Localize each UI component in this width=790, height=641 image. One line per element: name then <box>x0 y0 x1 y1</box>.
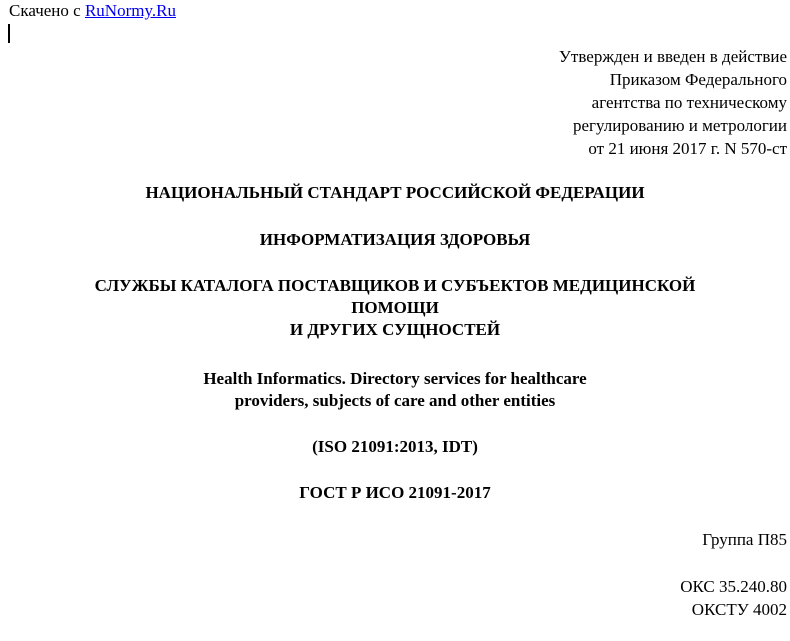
standard-heading: НАЦИОНАЛЬНЫЙ СТАНДАРТ РОССИЙСКОЙ ФЕДЕРАЦИИ <box>145 183 645 202</box>
group-code: Группа П85 <box>702 530 787 549</box>
title-line: СЛУЖБЫ КАТАЛОГА ПОСТАВЩИКОВ И СУБЪЕКТОВ МЕДИЦИНСКОЙ <box>94 276 696 295</box>
text-cursor <box>8 24 10 43</box>
english-title <box>0 368 790 412</box>
iso-reference: (ISO 21091:2013, IDT) <box>312 437 478 456</box>
approval-line: Приказом Федерального <box>609 70 787 89</box>
standard-title <box>0 275 790 341</box>
approval-line: регулированию и метрологии <box>572 116 787 135</box>
approval-line: агентства по техническому <box>591 93 787 112</box>
approval-line: от 21 июня 2017 г. N 570-ст <box>588 139 787 158</box>
english-title-line: Health Informatics. Directory services for healthcare <box>203 369 587 388</box>
okstu-code: ОКСТУ 4002 <box>691 600 787 619</box>
standard-subject: ИНФОРМАТИЗАЦИЯ ЗДОРОВЬЯ <box>259 230 531 249</box>
title-line: И ДРУГИХ СУЩНОСТЕЙ <box>289 320 501 339</box>
gost-designation: ГОСТ Р ИСО 21091-2017 <box>299 483 491 502</box>
source-prefix: Скачено с <box>9 1 85 20</box>
approval-line: Утвержден и введен в действие <box>558 47 787 66</box>
english-title-line: providers, subjects of care and other entities <box>234 391 556 410</box>
title-line: ПОМОЩИ <box>351 298 439 317</box>
source-line <box>9 1 176 21</box>
approval-block <box>367 45 787 160</box>
oks-code: ОКС 35.240.80 <box>680 577 787 596</box>
source-link[interactable]: RuNormy.Ru <box>84 1 176 20</box>
